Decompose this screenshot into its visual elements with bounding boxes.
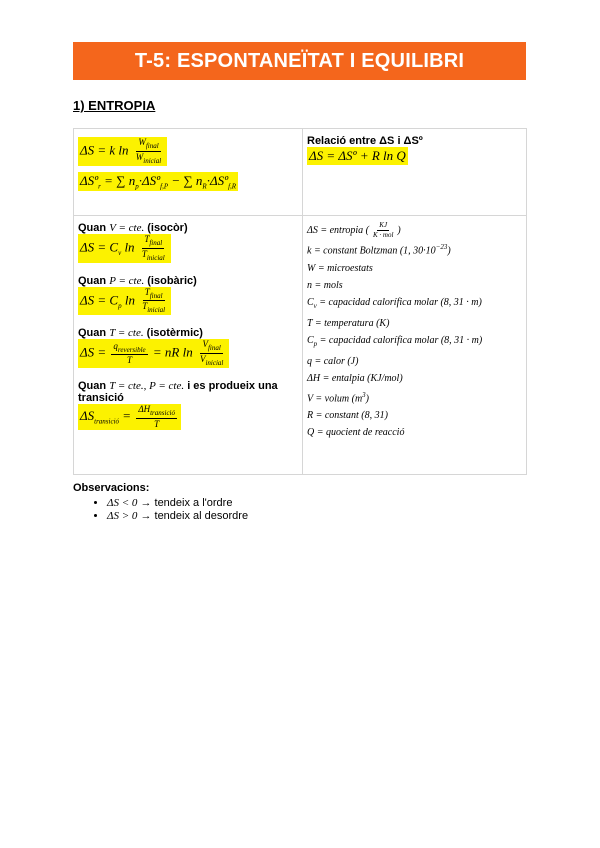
- def-entropy-end: ): [397, 225, 401, 236]
- transition-fraction: [136, 405, 177, 429]
- transition-sub: transició: [94, 417, 120, 426]
- isobaric-sub: p: [118, 301, 122, 310]
- eq2-mid: ·ΔSº: [138, 172, 161, 188]
- isothermal-lhs: ΔS =: [80, 344, 107, 360]
- eq2-r-sub: R: [202, 182, 207, 191]
- isothermal-den2: V: [199, 353, 206, 364]
- case-isobaric: [78, 275, 298, 316]
- def-reaction-quotient: Q = quocient de reacció: [307, 426, 405, 438]
- def-volume-sup: 3: [362, 390, 366, 399]
- observation-math: ΔS > 0: [107, 510, 138, 522]
- isobaric-num-sub: final: [149, 291, 163, 300]
- transition-lhs: ΔS: [80, 407, 95, 423]
- def-volume-text: V = volum (m: [307, 392, 363, 404]
- eq2-lhs: ΔSº: [80, 172, 99, 188]
- isobaric-label-math: P = cte.: [109, 274, 145, 287]
- definitions-list: [307, 222, 522, 441]
- def-cv-text: = capacidad calorífica molar (8, 31 · m): [319, 296, 482, 308]
- def-entropy-text: ΔS = entropia (: [307, 225, 369, 236]
- isothermal-den2-sub: inicial: [205, 358, 224, 367]
- eq2-fr-sub: f,R: [228, 182, 237, 191]
- isobaric-label-post: (isobàric): [147, 274, 197, 287]
- cell-right-top: [303, 129, 527, 216]
- eq1-num-sub: final: [145, 141, 159, 150]
- observation-text: → tendeix al desordre: [140, 510, 249, 522]
- isochoric-den-sub: inicial: [146, 253, 165, 262]
- observations: [73, 482, 248, 523]
- cell-left-top: [74, 129, 303, 216]
- isothermal-fraction-q: [111, 342, 147, 366]
- transition-equation: [78, 404, 181, 430]
- isobaric-lhs: ΔS = C: [80, 291, 119, 307]
- cell-right-bottom: [303, 216, 527, 475]
- observation-text: → tendeix a l'ordre: [140, 497, 233, 509]
- observations-title: Observacions:: [73, 482, 150, 494]
- eq1-fraction: [134, 138, 163, 165]
- def-cv-sub: v: [313, 301, 317, 310]
- eq1-den-sub: inicial: [143, 156, 162, 165]
- isochoric-den: T: [141, 248, 147, 259]
- isochoric-num: T: [144, 234, 150, 244]
- observation-item: [107, 497, 248, 509]
- def-entropy-unit-den: K · mol: [372, 231, 394, 240]
- case-isochoric: [78, 222, 298, 263]
- def-cp-text: = capacidad calorífica molar (8, 31 · m): [319, 334, 483, 346]
- isothermal-num2: V: [202, 339, 208, 350]
- entropy-boltzmann-equation: [78, 137, 167, 166]
- isochoric-label-pre: Quan: [78, 222, 107, 234]
- relation-label: Relació entre ΔS i ΔSº: [307, 135, 423, 147]
- observation-math: ΔS < 0: [107, 497, 138, 509]
- def-gas-constant: R = constant (8, 31): [307, 409, 388, 421]
- standard-entropy-equation: [78, 172, 238, 192]
- isothermal-num2-sub: final: [207, 343, 221, 352]
- isothermal-label-pre: Quan: [78, 327, 107, 340]
- eq2-sum-reactants: − ∑ n: [171, 172, 203, 188]
- page-banner: [73, 42, 526, 80]
- isochoric-label-math: V = cte.: [109, 222, 145, 234]
- formula-table: [73, 128, 527, 475]
- isobaric-den-sub: inicial: [147, 306, 166, 315]
- isochoric-num-sub: final: [149, 238, 163, 247]
- isothermal-fraction-v: [198, 340, 225, 367]
- isothermal-equation: [78, 339, 229, 368]
- def-boltzmann: [307, 239, 522, 259]
- transition-label-pre: Quan: [78, 379, 107, 392]
- def-cp: [307, 332, 522, 353]
- isobaric-ln: ln: [124, 291, 135, 307]
- eq2-fp-sub: f,P: [160, 182, 169, 191]
- isobaric-equation: [78, 287, 171, 316]
- def-boltzmann-text: k = constant Boltzman (1, 30·10: [307, 245, 436, 257]
- isothermal-den: T: [127, 355, 133, 366]
- def-cv-symbol: C: [307, 296, 314, 308]
- observation-item: [107, 510, 248, 522]
- def-heat: q = calor (J): [307, 355, 359, 367]
- def-entropy-unit-num: KJ: [379, 221, 388, 230]
- isothermal-num-sub: reversible: [117, 345, 146, 354]
- def-volume: [307, 387, 522, 407]
- isochoric-lhs: ΔS = C: [80, 239, 119, 255]
- isothermal-label-post: (isotèrmic): [146, 327, 203, 340]
- eq1-lhs: ΔS = k ln: [80, 142, 129, 158]
- def-mols: n = mols: [307, 279, 343, 291]
- eq1-num: W: [138, 137, 146, 147]
- isochoric-label-post: (isocòr): [147, 222, 188, 234]
- def-microstates: W = microestats: [307, 262, 373, 274]
- eq1-den: W: [135, 151, 144, 162]
- eq2-p-sub: p: [135, 182, 139, 191]
- def-boltzmann-sup: −23: [435, 243, 448, 252]
- transition-equals: =: [122, 407, 132, 423]
- eq2-sum-products: = ∑ n: [104, 172, 136, 188]
- cell-left-bottom: [74, 216, 303, 475]
- transition-num: ΔH: [138, 403, 151, 414]
- transition-label-post: i es produeix una transició: [78, 379, 278, 404]
- transition-label: [78, 380, 298, 404]
- case-transition: [78, 380, 298, 430]
- def-volume-end: ): [365, 392, 370, 404]
- isothermal-num: q: [113, 340, 118, 351]
- def-cp-sub: p: [313, 339, 318, 348]
- case-isothermal: [78, 327, 298, 368]
- def-enthalpy: ΔH = entalpia (KJ/mol): [307, 372, 403, 384]
- def-temperature: T = temperatura (K): [307, 317, 390, 329]
- isochoric-fraction: [140, 235, 167, 262]
- eq2-lhs-sub: r: [98, 182, 101, 191]
- transition-num-sub: transició: [150, 408, 175, 417]
- isothermal-label: [78, 327, 298, 339]
- isobaric-fraction: [140, 288, 167, 315]
- relation-equation: ΔS = ΔSº + R ln Q: [309, 148, 406, 163]
- def-cp-symbol: C: [307, 334, 314, 346]
- section-title: 1) ENTROPIA: [73, 98, 156, 113]
- isothermal-mid: = nR ln: [152, 344, 193, 360]
- transition-den: T: [154, 418, 160, 429]
- isobaric-label: [78, 275, 298, 287]
- isochoric-ln: ln: [124, 239, 135, 255]
- isobaric-num: T: [144, 286, 150, 297]
- isochoric-equation: [78, 234, 171, 263]
- def-boltzmann-end: ): [447, 245, 451, 257]
- isochoric-label: [78, 222, 298, 234]
- isobaric-label-pre: Quan: [78, 274, 107, 287]
- transition-label-math: T = cte., P = cte.: [109, 379, 185, 392]
- isothermal-label-math: T = cte.: [109, 327, 144, 340]
- isobaric-den: T: [142, 301, 148, 312]
- def-entropy-unit: [371, 222, 395, 239]
- def-entropy: [307, 222, 522, 239]
- isochoric-sub: v: [118, 248, 122, 257]
- observations-list: [73, 497, 248, 522]
- def-cv: [307, 294, 522, 315]
- page-title: T-5: ESPONTANEÏTAT I EQUILIBRI: [134, 49, 465, 72]
- eq2-mid2: ·ΔSº: [206, 172, 229, 188]
